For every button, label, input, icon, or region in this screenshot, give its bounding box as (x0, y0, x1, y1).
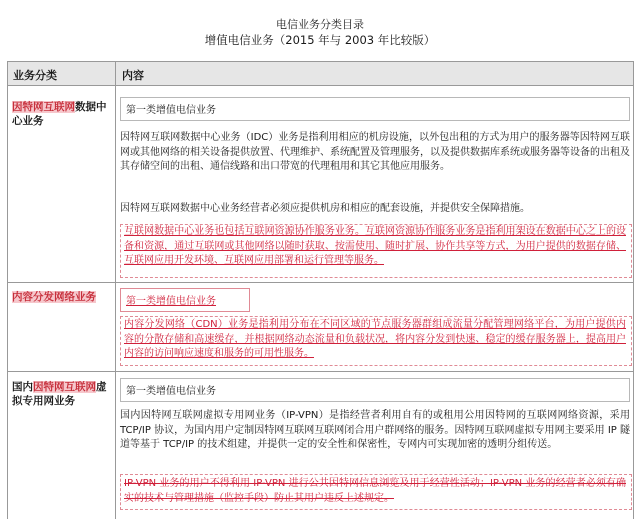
header-category: 业务分类 (13, 69, 57, 82)
row2-para1: 内容分发网络（CDN）业务是指利用分布在不同区域的节点服务器群组成流量分配管理网络平台，为用户提供内容的分散存储和高速缓存，并根据网络动态流量和负载状况，将内容分发到快速、稳定的缓存服务器上，提高用户内容的访问响应速度和服务的可用性服务。 (124, 319, 626, 359)
document-subtitle: 增值电信业务（2015 年与 2003 年比较版） (204, 33, 436, 47)
row1-category: 因特网互联网数据中心业务 (12, 101, 107, 127)
document-title: 电信业务分类目录 (276, 18, 364, 31)
service-table (7, 61, 634, 519)
row1-para2: 因特网互联网数据中心业务经营者必须应提供机房和相应的配套设施，并提供安全保障措施。 (120, 203, 530, 214)
row2-class: 第一类增值电信业务 (120, 288, 250, 312)
row1-para3: 互联网数据中心业务也包括互联网资源协作服务业务。互联网资源协作服务业务是指利用架设在数据中心之上的设备和资源，通过互联网或其他网络以随时获取、按需使用、随时扩展、协作共享等方式，为用户提供的数据存储、互联网应用开发环境、互联网应用部署和运行管理等服务。 (124, 226, 626, 266)
row2-category: 内容分发网络业务 (12, 291, 96, 303)
header-content: 内容 (122, 69, 144, 82)
row1-cat-old: 因特网互联网 (12, 101, 75, 113)
table-header (8, 62, 633, 86)
row3-class: 第一类增值电信业务 (120, 378, 630, 402)
row1-para1: 因特网互联网数据中心业务（IDC）业务是指利用相应的机房设施，以外包出租的方式为用户的服务器等因特网互联网或其他网络的相关设备提供放置、代理维护、系统配置及管理服务，以及提供数据库系统或服务器等设备的出租及其存储空间的出租、通信线路和出口带宽的代理租用和其它其他应用服务。 (120, 132, 630, 172)
row3-category: 国内因特网互联网虚拟专用网业务 (12, 381, 107, 407)
row3-para2: IP-VPN 业务的用户不得利用 IP-VPN 进行公共因特网信息浏览及用于经营性活动；IP-VPN 业务的经营者必须有确实的技术与管理措施（监控手段）防止其用户违反上述规定。 (124, 478, 626, 504)
row3-para1: 国内因特网互联网虚拟专用网业务（IP-VPN）是指经营者利用自有的或租用公用因特网的互联网网络资源，采用 TCP/IP 协议，为国内用户定制因特网互联网互联网闭合用户群网络的服务。因特网互联网虚拟专用网主要采用 IP 隧道等基于 TCP/IP 的技术组建，并提供一定的安全性和保密性，专网内可实现加密的透明分组传送。 (120, 410, 630, 450)
row1-class: 第一类增值电信业务 (120, 97, 630, 121)
